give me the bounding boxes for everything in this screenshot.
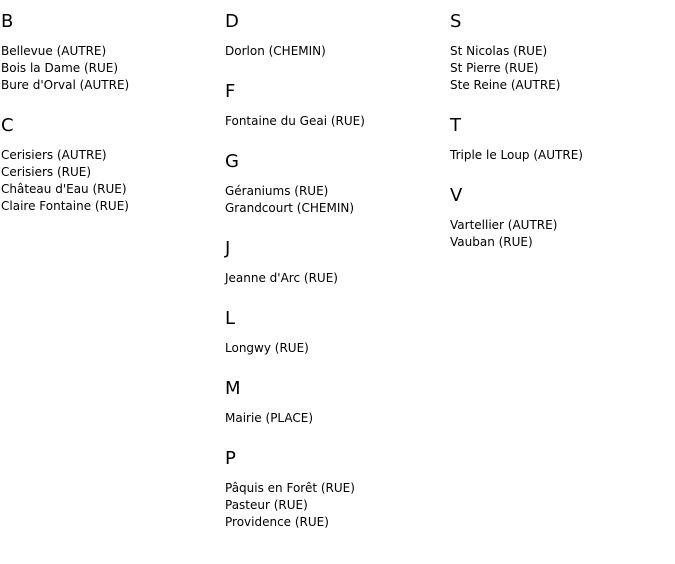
index-column-2 [225, 11, 445, 552]
street-list [225, 270, 445, 287]
index-column-3 [450, 11, 670, 272]
street-link[interactable]: Château d'Eau (RUE) [1, 182, 127, 196]
letter-heading: J [225, 238, 231, 259]
street-list [450, 217, 670, 251]
letter-heading: F [225, 81, 236, 102]
letter-group-p [225, 448, 445, 531]
letter-heading: L [225, 308, 236, 329]
letter-heading: P [225, 448, 236, 469]
street-list [225, 183, 445, 217]
street-link[interactable]: St Pierre (RUE) [450, 61, 539, 75]
letter-heading: G [225, 151, 239, 172]
street-link[interactable]: Fontaine du Geai (RUE) [225, 114, 365, 128]
street-link[interactable]: Cerisiers (AUTRE) [1, 148, 107, 162]
street-link[interactable]: Pâquis en Forêt (RUE) [225, 481, 355, 495]
letter-group-d [225, 11, 445, 60]
letter-group-f [225, 81, 445, 130]
street-link[interactable]: Mairie (PLACE) [225, 411, 314, 425]
letter-heading: C [1, 115, 14, 136]
street-link[interactable]: Cerisiers (RUE) [1, 165, 92, 179]
letter-heading: D [225, 11, 239, 32]
letter-heading: V [450, 185, 463, 206]
street-link[interactable]: Bure d'Orval (AUTRE) [1, 78, 130, 92]
street-link[interactable]: Dorlon (CHEMIN) [225, 44, 326, 58]
street-link[interactable]: Vartellier (AUTRE) [450, 218, 558, 232]
street-list [450, 147, 670, 164]
street-list [450, 43, 670, 94]
street-list [1, 43, 221, 94]
street-list [225, 43, 445, 60]
letter-group-j [225, 238, 445, 287]
street-link[interactable]: Longwy (RUE) [225, 341, 309, 355]
letter-heading: S [450, 11, 462, 32]
street-link[interactable]: Jeanne d'Arc (RUE) [225, 271, 338, 285]
letter-group-l [225, 308, 445, 357]
index-column-1 [1, 11, 221, 236]
street-link[interactable]: Grandcourt (CHEMIN) [225, 201, 355, 215]
street-link[interactable]: Géraniums (RUE) [225, 184, 329, 198]
street-list [1, 147, 221, 215]
street-list [225, 340, 445, 357]
letter-group-c [1, 115, 221, 215]
street-link[interactable]: Ste Reine (AUTRE) [450, 78, 561, 92]
street-link[interactable]: Vauban (RUE) [450, 235, 533, 249]
street-list [225, 480, 445, 531]
street-link[interactable]: Providence (RUE) [225, 515, 329, 529]
street-link[interactable]: Bois la Dame (RUE) [1, 61, 119, 75]
street-link[interactable]: Bellevue (AUTRE) [1, 44, 107, 58]
letter-heading: M [225, 378, 241, 399]
letter-group-s [450, 11, 670, 94]
street-link[interactable]: Triple le Loup (AUTRE) [450, 148, 583, 162]
street-link[interactable]: St Nicolas (RUE) [450, 44, 548, 58]
street-link[interactable]: Claire Fontaine (RUE) [1, 199, 129, 213]
letter-group-t [450, 115, 670, 164]
street-link[interactable]: Pasteur (RUE) [225, 498, 308, 512]
letter-heading: B [1, 11, 14, 32]
letter-heading: T [450, 115, 461, 136]
letter-group-v [450, 185, 670, 251]
letter-group-b [1, 11, 221, 94]
street-list [225, 410, 445, 427]
street-list [225, 113, 445, 130]
letter-group-m [225, 378, 445, 427]
letter-group-g [225, 151, 445, 217]
